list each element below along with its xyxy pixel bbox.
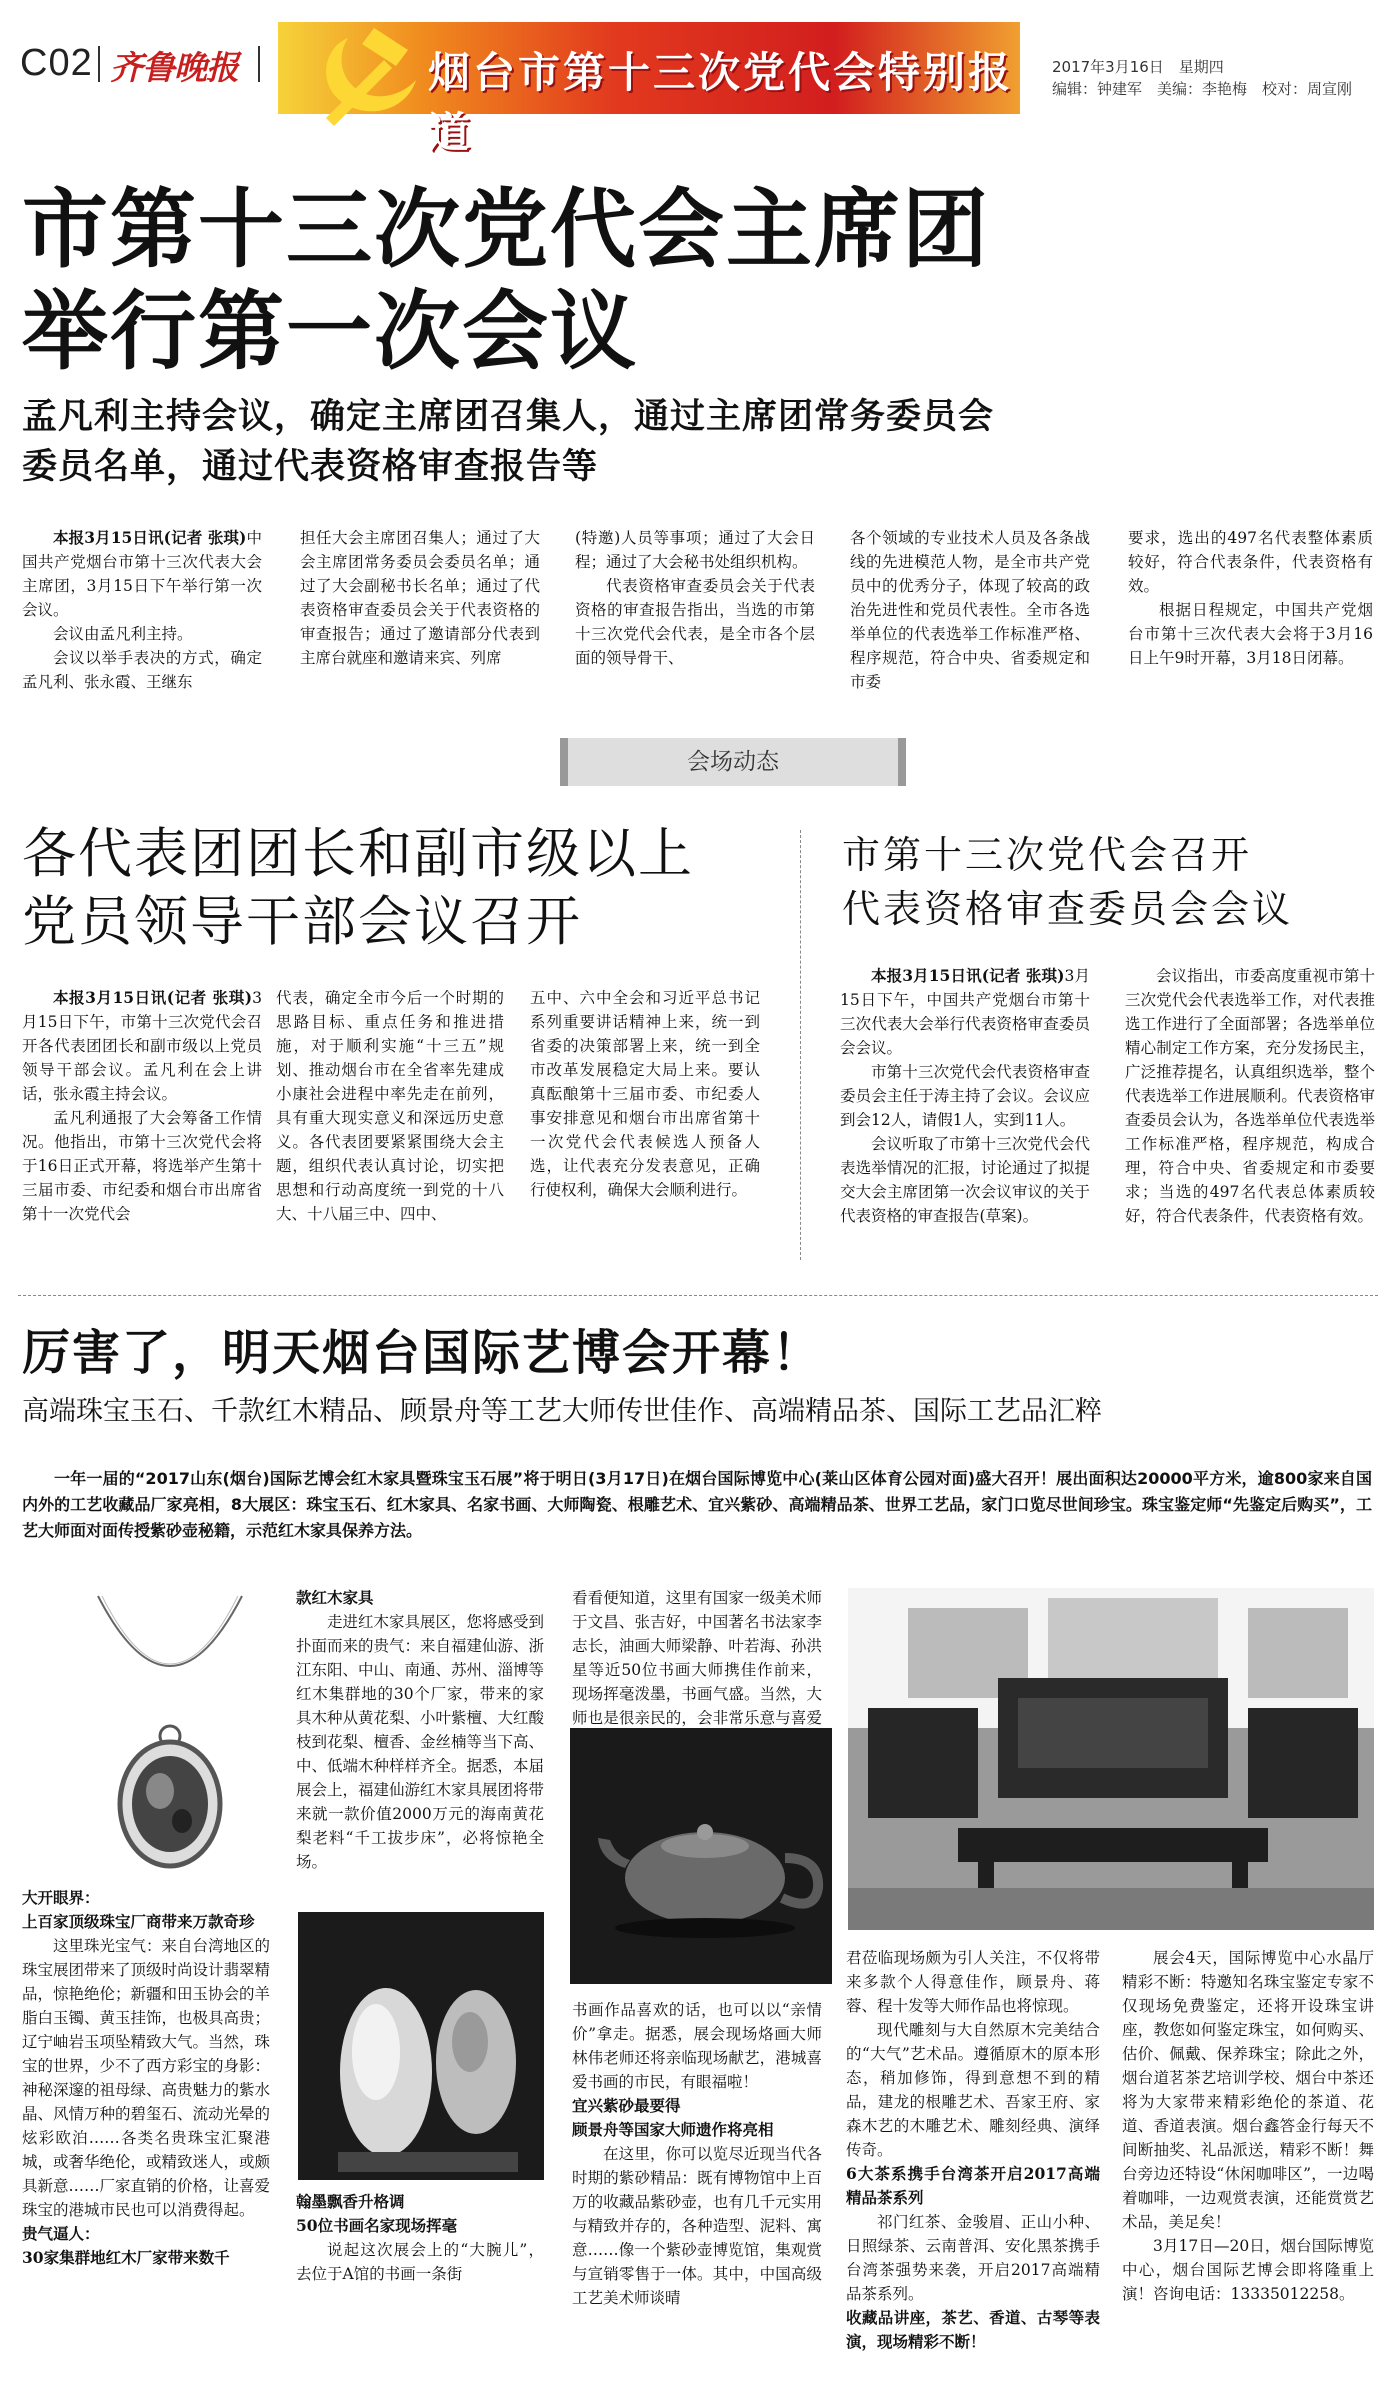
page-number: C02 [20,42,93,84]
colD-p2: 现代雕刻与大自然原木完美结合的“大气”艺术品。遵循原木的原本形态，稍加修饰，得到意想不到的精品，建龙的根雕艺术、吾家王府、家森木艺的木雕艺术、雕刻经典、演绎传奇。 [846,2021,1100,2159]
paper-name-logo: 齐鲁晚报 [110,48,238,87]
colD-head2: 收藏品讲座，茶艺、香道、古琴等表演，现场精彩不断！ [846,2308,1100,2351]
article1-title-line2: 举行第一次会议 [22,282,638,382]
article-divider-vertical [800,830,801,1260]
article3-col1-p2: 市第十三次党代会代表资格审查委员会主任于涛主持了会议。会议应到会12人，请假1人，实到11人。 [840,1063,1090,1129]
article1-col1-p2: 会议由孟凡利主持。 [53,625,193,643]
article3-col1-p1: 3月15日下午，中国共产党烟台市第十三次代表大会举行代表资格审查委员会会议。 [840,967,1090,1057]
article4-colB2 [296,2190,544,2286]
article3-col2-text: 会议指出，市委高度重视市第十三次党代会代表选举工作，对代表推选工作进行了全面部署；各选举单位精心制定工作方案，充分发扬民主，广泛推荐提名，认真组织选举，整个代表选举工作进展顺利。代表资格审查委员会认为，各选举单位代表选举工作标准严格，程序规范，构成合理，符合中央、省委规定和市委要求；当选的497名代表总体素质较好，符合代表条件，代表资格有效。 [1125,967,1375,1225]
article2-title-line2: 党员领导干部会议召开 [22,890,582,953]
article1-col3 [575,526,815,670]
article1-col5-p2: 根据日程规定，中国共产党烟台市第十三次代表大会将于3月16日上午9时开幕，3月18日闭幕。 [1128,601,1373,667]
article3-title-line2: 代表资格审查委员会会议 [842,887,1294,931]
colD-p3: 祁门红茶、金骏眉、正山小种、日照绿茶、云南普洱、安化黑茶携手台湾茶强势来袭，开启2017高端精品茶系列。 [846,2213,1100,2303]
colB2-text: 说起这次展会上的“大腕儿”，去位于A馆的书画一条街 [296,2241,544,2283]
article2-title-line1: 各代表团团长和副市级以上 [22,822,694,885]
article1-col2 [300,526,540,670]
teapot-photo [570,1728,832,1984]
article1-col5-p1: 要求，选出的497名代表整体素质较好，符合代表条件，代表资格有效。 [1128,529,1373,595]
colC2-text2: 在这里，你可以览尽近现当代各时期的紫砂精品：既有博物馆中上百万的收藏品紫砂壶，也有几千元实用与精致并存的，各种造型、泥料、寓意……像一个紫砂壶博览馆，集观赏与宣销零售于一体。其中，中国高级工艺美术师谈晴 [572,2145,822,2307]
colC2-head1: 宜兴紫砂最要得 [572,2096,681,2115]
editor-line: 编辑：钟建军 美编：李艳梅 校对：周宣刚 [1052,80,1353,98]
article-divider-horizontal [18,1295,1378,1296]
article2-col1-p2: 孟凡利通报了大会筹备工作情况。他指出，市第十三次党代会将于16日正式开幕，将选举产生第十三届市委、市纪委和烟台市出席省第十一次党代会 [22,1109,262,1223]
article3-title-line1: 市第十三次党代会召开 [842,833,1253,877]
colB-head: 款红木家具 [296,1588,374,1607]
colA-head4: 30家集群地红木厂家带来数千 [22,2248,230,2267]
article2-col1-p1: 3月15日下午，市第十三次党代会召开各代表团团长和副市级以上党员领导干部会议。孟凡利在会上讲话，张永霞主持会议。 [22,989,262,1103]
header-divider [98,46,100,82]
colC2-head2: 顾景舟等国家大师遗作将亮相 [572,2120,774,2139]
jade-stones-photo [298,1912,544,2180]
article1-title-line1: 市第十三次党代会主席团 [22,180,990,280]
article4-colA [22,1886,270,2270]
article1-subtitle-line2: 委员名单，通过代表资格审查报告等 [22,447,599,487]
article2-col2 [276,986,504,1226]
article2-col2-text: 代表，确定全市今后一个时期的思路目标、重点任务和推进措施，对于顺利实施“十三五”规划、推动烟台市在全省率先建成小康社会进程中率先走在前列，具有重大现实意义和深远历史意义。各代表团要紧紧围绕大会主题，组织代表认真讨论，切实把思想和行动高度统一到党的十八大、十八届三中、四中、 [276,989,504,1223]
article3-lead: 本报3月15日讯(记者 张琪) [871,966,1065,985]
party-emblem-icon [288,10,438,130]
article1-col1-p3: 会议以举手表决的方式，确定孟凡利、张永霞、王继东 [22,649,262,691]
article1-col3-p2: 代表资格审查委员会关于代表资格的审查报告指出，当选的市第十三次党代会代表，是全市各个层面的领导骨干、 [575,577,815,667]
pendant-photo [50,1586,290,1871]
article1-col3-p1: (特邀)人员等事项；通过了大会日程；通过了大会秘书处组织机构。 [575,529,815,571]
colE-p1: 展会4天，国际博览中心水晶厅精彩不断：特邀知名珠宝鉴定专家不仅现场免费鉴定，还将开设珠宝讲座，教您如何鉴定珠宝，如何购买、估价、佩戴、保养珠宝；除此之外，烟台道茗茶艺培训学校、烟台中茶还将为大家带来精彩绝伦的茶道、花道、香道表演。烟台鑫答金行每天不间断抽奖、礼品派送，精彩不断！舞台旁边还特设“休闲咖啡区”，一边喝着咖啡，一边观赏表演，还能赏赏艺术品，美足矣！ [1122,1949,1374,2231]
article2-col1 [22,986,262,1226]
colA-head3: 贵气逼人： [22,2224,100,2243]
colA-head1: 大开眼界： [22,1888,100,1907]
date-line: 2017年3月16日 星期四 [1052,58,1224,76]
rosewood-furniture-photo [848,1588,1374,1930]
colC2-text: 书画作品喜欢的话，也可以以“亲情价”拿走。据悉，展会现场烙画大师林伟老师还将亲临现场献艺，港城喜爱书画的市民，有眼福啦！ [572,2001,822,2091]
colC-text: 看看便知道，这里有国家一级美术师于文昌、张吉好，中国著名书法家李志长，油画大师梁静、叶若海、孙洪星等近50位书画大师携佳作前来，现场挥毫泼墨，书画气盛。当然，大师也是很亲民的，会非常乐意与喜爱 [572,1589,822,1727]
article4-subtitle: 高端珠宝玉石、千款红木精品、顾景舟等工艺大师传世佳作、高端精品茶、国际工艺品汇粹 [22,1396,1102,1427]
article4-colB [296,1586,544,1874]
article3-col2 [1125,964,1375,1228]
article1-col4-text: 各个领域的专业技术人员及各条战线的先进模范人物，是全市共产党员中的优秀分子，体现了较高的政治先进性和党员代表性。全市各选举单位的代表选举工作标准严格、程序规范，符合中央、省委规定和市委 [850,529,1090,691]
article1-col4 [850,526,1090,694]
article4-colE [1122,1946,1374,2306]
section-label-bar [560,738,906,786]
colB2-head2: 50位书画名家现场挥毫 [296,2216,458,2235]
article3-col1-p3: 会议听取了市第十三次党代会代表选举情况的汇报，讨论通过了拟提交大会主席团第一次会议审议的关于代表资格的审查报告(草案)。 [840,1135,1090,1225]
article1-lead: 本报3月15日讯(记者 张琪) [53,528,247,547]
article1-col1-p1: 中国共产党烟台市第十三次代表大会主席团，3月15日下午举行第一次会议。 [22,529,262,619]
article4-title: 厉害了，明天烟台国际艺博会开幕！ [22,1325,823,1381]
section-label: 会场动态 [687,749,779,775]
banner-title: 烟台市第十三次党代会特别报道 [428,48,1014,157]
colD-head1: 6大茶系携手台湾茶开启2017高端精品茶系列 [846,2164,1100,2207]
article4-colD [846,1946,1100,2354]
article1-col2-text: 担任大会主席团召集人；通过了大会主席团常务委员会委员名单；通过了大会副秘书长名单；通过了代表资格审查委员会关于代表资格的审查报告；通过了邀请部分代表到主席台就座和邀请来宾、列席 [300,529,540,667]
article2-lead: 本报3月15日讯(记者 张琪) [53,988,253,1007]
article2-col3-text: 五中、六中全会和习近平总书记系列重要讲话精神上来，统一到省委的决策部署上来，统一到全市改革发展稳定大局上来。要认真酝酿第十三届市委、市纪委人事安排意见和烟台市出席省第十一次党代会代表候选人预备人选，让代表充分发表意见，正确行使权利，确保大会顺利进行。 [530,989,760,1199]
article4-intro: 一年一届的“2017山东(烟台)国际艺博会红木家具暨珠宝玉石展”将于明日(3月17日)在烟台国际博览中心(莱山区体育公园对面)盛大召开！展出面积达20000平方米，逾800家来自国内外的工艺收藏品厂家亮相，8大展区：珠宝玉石、红木家具、名家书画、大师陶瓷、根雕艺术、宜兴紫砂、高端精品茶、世界工艺品，家门口览尽世间珍宝。珠宝鉴定师“先鉴定后购买”，工艺大师面对面传授紫砂壶秘籍，示范红木家具保养方法。 [22,1469,1372,1540]
article1-col1 [22,526,262,694]
banner [278,22,1020,157]
article2-col3 [530,986,760,1202]
header-divider-2 [258,46,260,82]
article4-colC2 [572,1998,822,2310]
colA-text: 这里珠光宝气：来自台湾地区的珠宝展团带来了顶级时尚设计翡翠精品，惊艳绝伦；新疆和田玉协会的羊脂白玉镯、黄玉挂饰，也极具高贵；辽宁岫岩玉项坠精致大气。当然，珠宝的世界，少不了西方彩宝的身影：神秘深邃的祖母绿、高贵魅力的紫水晶、风情万种的碧玺石、流动光晕的炫彩欧泊……各类名贵珠宝汇聚港城，或奢华绝伦，或精致迷人，或颇具新意……厂家直销的价格，让喜爱珠宝的港城市民也可以消费得起。 [22,1937,271,2219]
colB2-head1: 翰墨飘香升格调 [296,2192,405,2211]
article3-col1 [840,964,1090,1228]
colB-text: 走进红木家具展区，您将感受到扑面而来的贵气：来自福建仙游、浙江东阳、中山、南通、苏州、淄博等红木集群地的30个厂家，带来的家具木种从黄花梨、小叶紫檀、大红酸枝到花梨、檀香、金丝楠等当下高、中、低端木种样样齐全。据悉，本届展会上，福建仙游红木家具展团将带来就一款价值2000万元的海南黄花梨老料“千工拔步床”，必将惊艳全场。 [296,1613,545,1871]
colE-p2: 3月17日—20日，烟台国际博览中心，烟台国际艺博会即将隆重上演！咨询电话：13335012258。 [1122,2237,1374,2303]
article1-col5 [1128,526,1373,670]
colA-head2: 上百家顶级珠宝厂商带来万款奇珍 [22,1912,255,1931]
article1-subtitle-line1: 孟凡利主持会议，确定主席团召集人，通过主席团常务委员会 [22,397,995,437]
colD-text: 君莅临现场颇为引人关注，不仅将带来多款个人得意佳作，顾景舟、蒋蓉、程十发等大师作品也将惊现。 [846,1949,1100,2015]
